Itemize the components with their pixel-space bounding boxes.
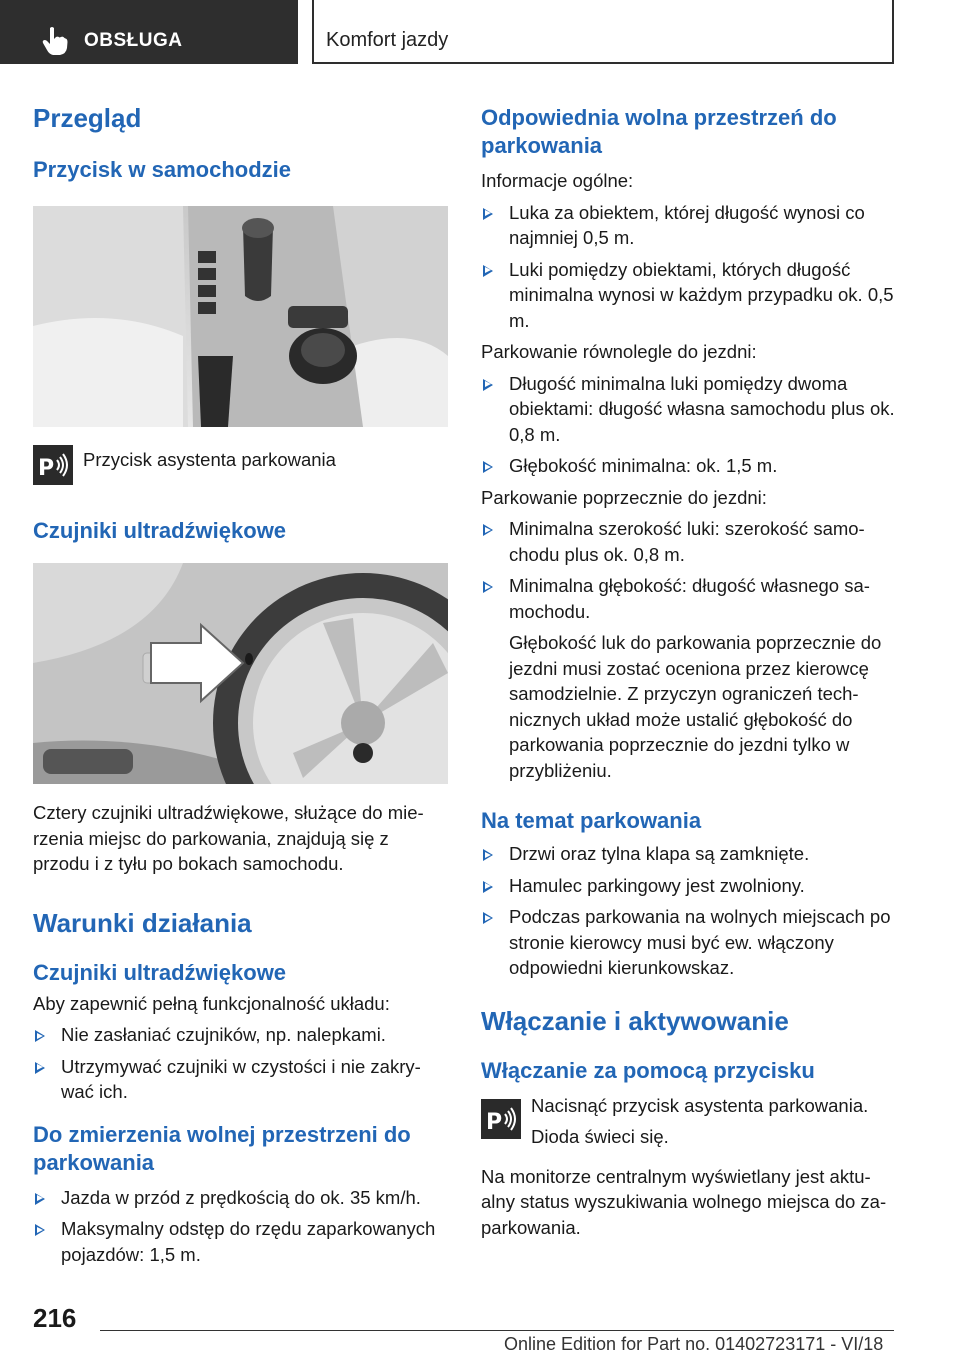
left-column	[33, 100, 448, 1267]
list-item: Utrzymywać czujniki w czystości i nie zakry-wać ich.	[33, 1054, 448, 1105]
wlaczanie-step-1: Nacisnąć przycisk asystenta parkowania.	[531, 1094, 869, 1116]
list-item: Drzwi oraz tylna klapa są zamknięte.	[481, 841, 895, 867]
heading-przeglad: Przegląd	[33, 103, 142, 133]
heading-wlaczanie-sub: Włączanie za pomocą przycisku	[481, 1057, 815, 1083]
pointing-hand-icon	[42, 26, 68, 56]
info-list	[481, 200, 895, 334]
czujniki2-list	[33, 1022, 448, 1105]
heading-czujniki-2: Czujniki ultradźwiękowe	[33, 959, 287, 985]
bullet-triangle-icon	[483, 524, 493, 536]
chapter-header	[312, 0, 894, 64]
poprzecznie-list	[481, 516, 895, 624]
poprzecznie-note: Głębokość luk do parkowania poprzecznie do jezdni musi zostać oceniona przez kierowcę samodzielnie. Z przyczyn ograniczeń tech-nicznych układ może ustalić głębokość do parkowania poprzecznie do jezdni tylko w przybliżeniu.	[509, 632, 882, 781]
chapter-title: Komfort jazdy	[326, 29, 449, 51]
bullet-triangle-icon	[35, 1062, 45, 1074]
list-item: Luka za obiektem, której długość wynosi co najmniej 0,5 m.	[481, 200, 895, 251]
console-photo	[33, 206, 448, 427]
poprzecznie-intro: Parkowanie poprzecznie do jezdni:	[481, 486, 767, 508]
bullet-triangle-icon	[483, 208, 493, 220]
wlaczanie-step-2: Dioda świeci się.	[531, 1126, 669, 1147]
czujniki2-intro: Aby zapewnić pełną funkcjonalność układu:	[33, 992, 390, 1014]
rownolegle-intro: Parkowanie równolegle do jezdni:	[481, 341, 757, 362]
list-item: Minimalna szerokość luki: szerokość samo-chodu plus ok. 0,8 m.	[481, 516, 895, 567]
info-intro: Informacje ogólne:	[481, 170, 634, 191]
list-item: Hamulec parkingowy jest zwolniony.	[481, 873, 895, 899]
heading-przycisk: Przycisk w samochodzie	[33, 157, 291, 182]
wlaczanie-steps	[481, 1093, 895, 1150]
parking-assistant-icon	[33, 445, 73, 485]
bullet-triangle-icon	[483, 461, 493, 473]
section-tab[interactable]	[0, 0, 298, 64]
page-number: 216	[33, 1303, 77, 1333]
sensor-photo	[33, 563, 448, 784]
footer-edition: Online Edition for Part no. 01402723171 - VI/18	[504, 1334, 884, 1354]
bullet-triangle-icon	[483, 265, 493, 277]
heading-pomiar: Do zmierzenia wolnej przestrzeni do parkowania	[33, 1121, 411, 1175]
right-column	[481, 100, 895, 1240]
list-item: Głębokość minimalna: ok. 1,5 m.	[481, 453, 895, 479]
section-tab-label: OBSŁUGA	[84, 30, 183, 51]
bullet-triangle-icon	[483, 881, 493, 893]
pomiar-list	[33, 1185, 448, 1268]
czujniki-text: Cztery czujniki ultradźwiękowe, służące do mie-rzenia miejsc do parkowania, znajdują się z przodu i z tyłu po bokach samochodu.	[33, 802, 424, 874]
bullet-triangle-icon	[483, 912, 493, 924]
heading-temat: Na temat parkowania	[481, 808, 702, 833]
list-item: Nie zasłaniać czujników, np. nalepkami.	[33, 1022, 448, 1048]
parking-assistant-icon	[481, 1099, 521, 1139]
list-item: Maksymalny odstęp do rzędu zaparkowanych pojazdów: 1,5 m.	[33, 1216, 448, 1267]
list-item: Podczas parkowania na wolnych miejscach po stronie kierowcy musi być ew. włączony odpowiedni kierunkowskaz.	[481, 904, 895, 981]
heading-odpowiednia: Odpowiednia wolna przestrzeń do parkowania	[481, 105, 837, 158]
heading-wlaczanie: Włączanie i aktywowanie	[481, 1005, 789, 1036]
bullet-triangle-icon	[483, 379, 493, 391]
svg-text:P: P	[486, 1109, 503, 1135]
svg-text:P: P	[38, 456, 55, 481]
bullet-triangle-icon	[35, 1224, 45, 1236]
footer-divider	[100, 1330, 894, 1331]
bullet-triangle-icon	[35, 1030, 45, 1042]
list-item: Jazda w przód z prędkością do ok. 35 km/h.	[33, 1185, 448, 1211]
parking-button-legend	[33, 445, 448, 487]
bullet-triangle-icon	[35, 1193, 45, 1205]
rownolegle-list	[481, 371, 895, 479]
bullet-triangle-icon	[483, 849, 493, 861]
heading-warunki: Warunki działania	[33, 907, 252, 938]
list-item: Długość minimalna luki pomiędzy dwoma obiektami: długość własna samochodu plus ok. 0,8 m.	[481, 371, 895, 448]
bullet-triangle-icon	[483, 581, 493, 593]
parking-button-caption: Przycisk asystenta parkowania	[83, 449, 336, 470]
wlaczanie-text: Na monitorze centralnym wyświetlany jest aktu-alny status wyszukiwania wolnego miejsca do za-parkowania.	[481, 1165, 887, 1238]
heading-czujniki: Czujniki ultradźwiękowe	[33, 518, 287, 543]
temat-list	[481, 841, 895, 981]
list-item: Minimalna głębokość: długość własnego sa-mochodu.	[481, 573, 895, 624]
list-item: Luki pomiędzy obiektami, których długość minimalna wynosi w każdym przypadku ok. 0,5 m.	[481, 257, 895, 334]
